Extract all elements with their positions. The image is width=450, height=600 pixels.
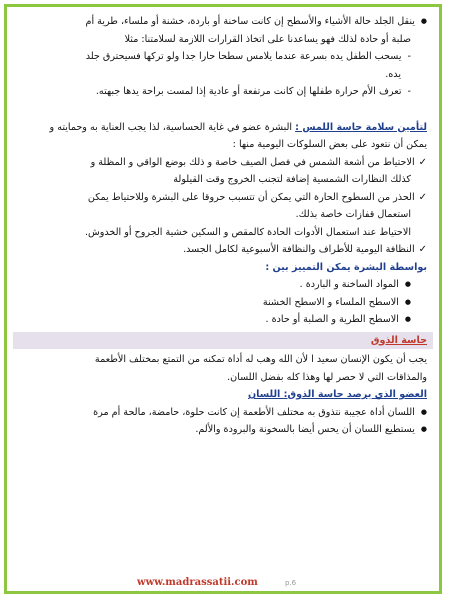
intro-bullet-line2 [19, 31, 427, 49]
example-1-line1 [19, 48, 427, 66]
taste-text-2: والمذاقات التي لا حصر لها وهذا كله بفضل اللسان. [227, 371, 427, 383]
safety-item-4-text: النظافة اليومية للأطراف والنظافة الأسبوعية لكامل الجسد. [183, 244, 415, 255]
tongue-heading-text: العضو الذي يرصد حاسة الذوق: اللسان [247, 389, 427, 400]
page-number: p.6 [285, 579, 297, 587]
safety-paragraph-line1 [19, 119, 427, 137]
safety-item-1-text-cont: كذلك النظارات الشمسية إضافة لتجنب الخروج وقت القيلولة [173, 174, 411, 185]
distinguish-heading-text: بواسطة البشرة يمكن التمييز بين : [265, 261, 427, 273]
safety-item-1-text: الاحتياط من أشعة الشمس في فصل الصيف خاصة و ذلك بوضع الواقي و المظلة و [90, 156, 415, 168]
safety-item-3-line1 [19, 224, 427, 242]
distinguish-item-1 [19, 276, 427, 294]
intro-text-1: ينقل الجلد حالة الأشياء والأسطح إن كانت ساخنة أو باردة، خشنة أو ملساء، طرية أم [85, 16, 415, 27]
safety-paragraph-line2 [19, 136, 427, 154]
example-2-text: تعرف الأم حرارة طفلها إن كانت مرتفعة أو عادية إذا لمست براحة يدها جبهته. [95, 86, 402, 97]
distinguish-item-3 [19, 311, 427, 329]
tongue-item-2-text: يستطيع اللسان أن يحس أيضا بالسخونة والبرودة والألم. [195, 424, 415, 435]
spacer [19, 110, 427, 119]
tongue-heading [19, 386, 427, 404]
distinguish-item-2-text: الاسطح الملساء و الاسطح الخشنة [262, 296, 399, 308]
safety-item-3-text: الاحتياط عند استعمال الأدوات الحادة كالمقص و السكين خشية الجروح أو الخدوش. [84, 226, 411, 238]
tongue-item-1 [19, 404, 427, 422]
taste-title: حاسة الذوق [370, 334, 427, 346]
intro-bullet-line1 [19, 13, 427, 31]
example-2-line1 [19, 83, 427, 101]
safety-item-2-line1 [19, 189, 427, 207]
taste-paragraph-line2 [19, 369, 427, 387]
distinguish-item-1-text: المواد الساخنة و الباردة . [299, 279, 399, 290]
distinguish-heading [19, 259, 427, 277]
example-1-text-cont: يده. [385, 68, 401, 80]
safety-item-4-line1 [19, 241, 427, 259]
safety-item-2-line2 [19, 206, 427, 224]
distinguish-item-3-text: الاسطح الطرية و الصلبة أو حادة . [265, 314, 399, 325]
website-link[interactable]: www.madrassatii.com [137, 577, 258, 588]
tongue-item-1-text: اللسان أداة عجيبة نتذوق به مختلف الأطعمة إن كانت حلوة، حامضة، مالحة أم مرة [93, 406, 415, 418]
distinguish-item-2 [19, 294, 427, 312]
taste-text-1: يجب أن يكون الإنسان سعيد ا لأن الله وهب له أداة تمكنه من التمتع بمختلف الأطعمة [94, 354, 427, 365]
safety-item-1-line1 [19, 154, 427, 172]
safety-item-2-text-cont: استعمال قفازات خاصة بذلك. [295, 209, 411, 220]
intro-text-2: صلبة أو حادة لذلك فهو يساعدنا على اتخاذ القرارات اللازمة لسلامتنا: مثلا [124, 33, 411, 45]
taste-paragraph-line1 [19, 351, 427, 369]
spacer [19, 101, 427, 110]
safety-intro-text: البشرة عضو في غاية الحساسية، لذا يجب العناية به وحمايته و [49, 121, 296, 133]
safety-intro-text-cont: يمكن أن نتعود على بعض السلوكات اليومية منها : [232, 139, 427, 150]
document-body [19, 13, 427, 439]
safety-item-1-line2 [19, 171, 427, 189]
page-footer [7, 572, 439, 588]
example-1-text: يسحب الطفل يده بسرعة عندما يلامس سطحا حارا جدا ولو تركها فسيحترق جلد [85, 51, 402, 62]
safety-heading: لتأمين سلامة حاسة اللمس : [295, 121, 427, 133]
page-frame [4, 4, 442, 594]
taste-title-bar [13, 332, 433, 350]
tongue-item-2 [19, 421, 427, 439]
example-1-line2 [19, 66, 427, 84]
safety-item-2-text: الحذر من السطوح الحارة التي يمكن أن تتسبب حروقا على البشرة وللاحتياط يمكن [87, 191, 415, 203]
